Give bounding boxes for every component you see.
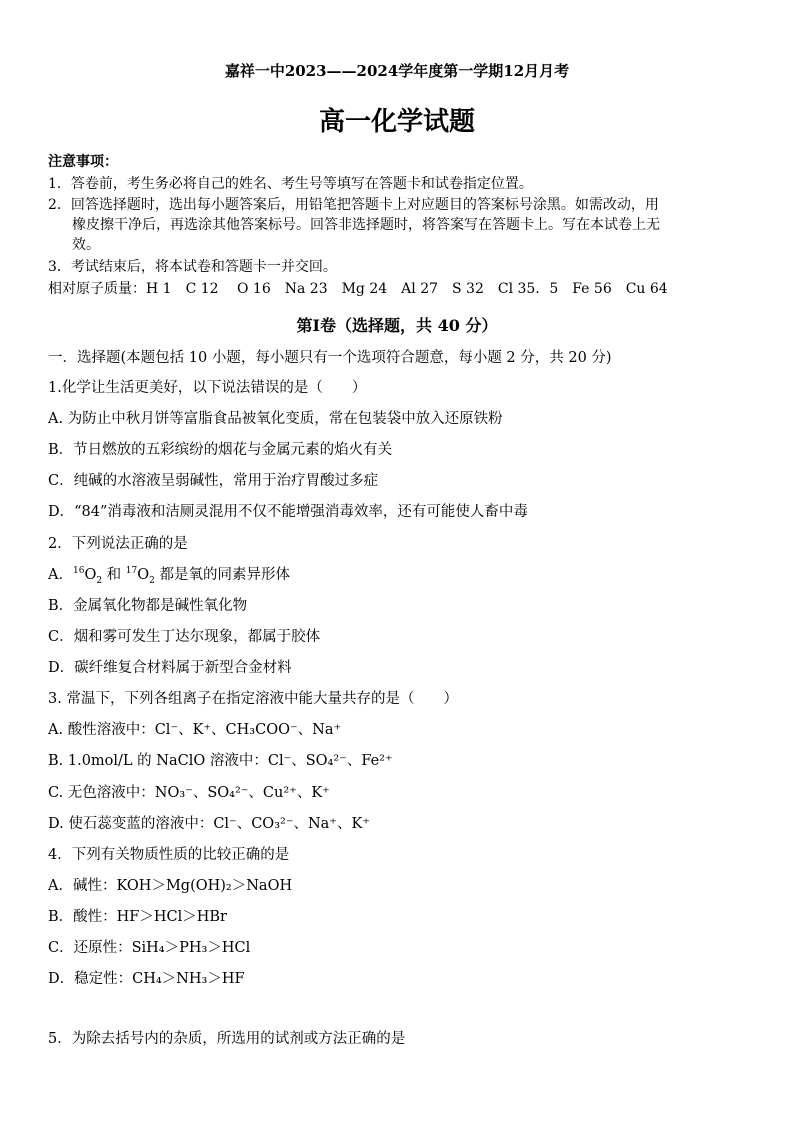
section-instructions: 一．选择题(本题包括 10 小题，每小题只有一个选项符合题意，每小题 2 分，共 20 分) — [48, 350, 612, 366]
q3-stem: 3. 常温下，下列各组离子在指定溶液中能大量共存的是（ ） — [48, 691, 458, 707]
q1-option-c: C．纯碱的水溶液呈弱碱性，常用于治疗胃酸过多症 — [48, 473, 379, 489]
q3-option-c: C. 无色溶液中：NO₃⁻、SO₄²⁻、Cu²⁺、K⁺ — [48, 785, 330, 801]
q1-stem: 1.化学让生活更美好，以下说法错误的是（ ） — [48, 380, 367, 396]
note-item-1: 1．答卷前，考生务必将自己的姓名、考生号等填写在答题卡和试卷指定位置。 — [48, 176, 533, 192]
part1-title: 第Ⅰ卷（选择题，共 40 分） — [296, 316, 498, 335]
note-item-2-end: 效。 — [72, 237, 100, 253]
note-item-3: 3．考试结束后，将本试卷和答题卡一并交回。 — [48, 259, 337, 275]
q2-option-a: A．$^{16}O_2$ 和 $^{17}O_2$ 都是氧的同素异形体 — [48, 566, 290, 586]
note-item-2-cont: 橡皮擦干净后，再选涂其他答案标号。回答非选择题时，将答案写在答题卡上。写在本试卷上无 — [72, 217, 660, 233]
q4-option-c: C．还原性：SiH₄＞PH₃＞HCl — [48, 940, 251, 956]
q4-option-b: B．酸性：HF＞HCl＞HBr — [48, 909, 227, 925]
q2-option-c: C．烟和雾可发生丁达尔现象，都属于胶体 — [48, 629, 321, 645]
notes-heading: 注意事项： — [48, 154, 118, 170]
q2-option-d: D．碳纤维复合材料属于新型合金材料 — [48, 660, 292, 676]
atomic-masses: 相对原子质量：H 1 C 12 O 16 Na 23 Mg 24 Al 27 S 32 Cl 35．5 Fe 56 Cu 64 — [48, 281, 668, 297]
q1-option-d: D．“84”消毒液和洁厕灵混用不仅不能增强消毒效率，还有可能使人畜中毒 — [48, 504, 528, 520]
q2-option-b: B．金属氧化物都是碱性氧化物 — [48, 598, 248, 614]
school-exam-header: 嘉祥一中2023——2024学年度第一学期12月月考 — [224, 62, 570, 80]
q4-stem: 4．下列有关物质性质的比较正确的是 — [48, 847, 290, 863]
q4-option-d: D．稳定性：CH₄＞NH₃＞HF — [48, 971, 245, 987]
q2-stem: 2．下列说法正确的是 — [48, 536, 188, 552]
q3-option-b: B. 1.0mol/L 的 NaClO 溶液中：Cl⁻、SO₄²⁻、Fe²⁺ — [48, 753, 393, 769]
q5-stem: 5．为除去括号内的杂质，所选用的试剂或方法正确的是 — [48, 1031, 406, 1047]
q1-option-b: B．节日燃放的五彩缤纷的烟花与金属元素的焰火有关 — [48, 442, 393, 458]
page-title: 高一化学试题 — [318, 107, 475, 137]
q3-option-a: A. 酸性溶液中：Cl⁻、K⁺、CH₃COO⁻、Na⁺ — [48, 722, 342, 738]
q1-option-a: A. 为防止中秋月饼等富脂食品被氧化变质，常在包装袋中放入还原铁粉 — [48, 411, 503, 427]
note-item-2: 2．回答选择题时，选出每小题答案后，用铅笔把答题卡上对应题目的答案标号涂黑。如需改动，用 — [48, 197, 659, 213]
q3-option-d: D. 使石蕊变蓝的溶液中：Cl⁻、CO₃²⁻、Na⁺、K⁺ — [48, 816, 370, 832]
q4-option-a: A．碱性：KOH＞Mg(OH)₂＞NaOH — [48, 878, 293, 894]
